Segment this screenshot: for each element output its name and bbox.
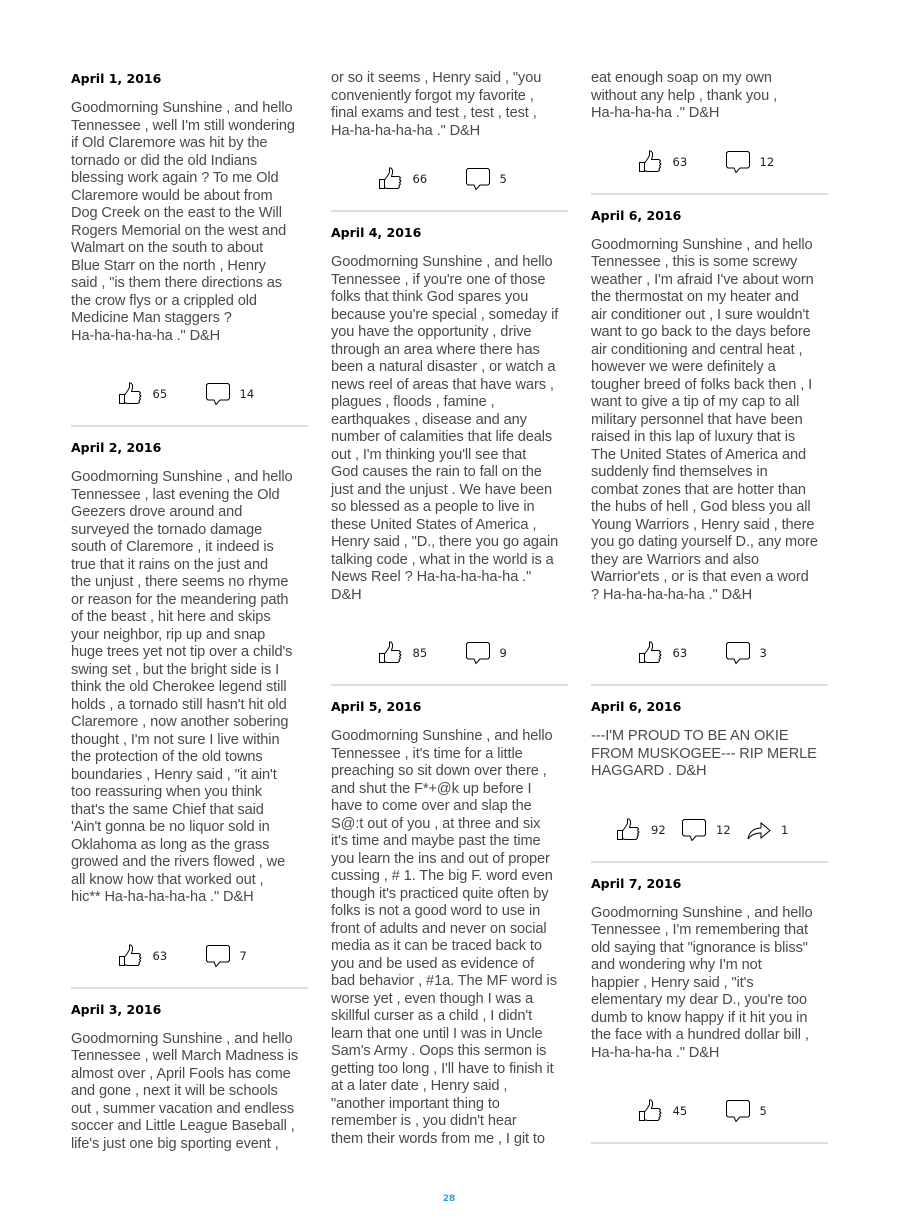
speech-bubble-icon [725, 150, 751, 174]
post-text-line: Claremore would be about from [71, 187, 273, 204]
post-text-line: of the beast , hit here and skips [71, 609, 271, 625]
post-text-line: you have the opportunity , drive [331, 324, 532, 340]
post-text-line: Tennessee , if you're one of those [331, 271, 546, 288]
post [71, 70, 308, 427]
post-text-line: the unjust , there seems no rhyme [71, 574, 289, 590]
comment-button[interactable] [465, 641, 522, 665]
thumbs-up-icon [616, 818, 642, 842]
post-text-line: you learn the ins and out of proper [331, 850, 550, 867]
comment-count: 14 [239, 387, 255, 401]
speech-bubble-icon [681, 818, 707, 842]
post-text-line: Young Warriors , Henry said , there [591, 516, 815, 533]
post-text-line: it's time and maybe past the time [331, 833, 541, 849]
post-text-line: "another important thing to [331, 1095, 500, 1112]
post-text-line: weather , I'm afraid I've about worn [591, 271, 814, 288]
post-text-line: because you're special , someday if [331, 306, 559, 323]
comment-button[interactable] [725, 641, 782, 665]
post-text-line: final exams and test , test , test , [331, 105, 537, 121]
thumbs-up-icon [638, 641, 664, 665]
post-text-line: talking code , what in the world is a [331, 551, 554, 568]
post-text-line: air conditioning and central heat , [591, 341, 803, 358]
speech-bubble-icon [205, 382, 231, 406]
post-text-line: the protection of the old towns [71, 749, 263, 765]
post-text-line: Dog Creek on the east to the Will [71, 205, 282, 221]
post-text-line: Ha-ha-ha-ha ." D&H [591, 1044, 720, 1061]
post-text-line: think the old Cherokee legend still [71, 679, 287, 695]
post-text-line: happier , Henry said , "it's [591, 974, 754, 991]
like-button[interactable] [638, 1099, 695, 1123]
post-text-line: Tennessee , it's time for a little [331, 745, 523, 762]
post-text-line: Warrior'ets , or is that even a word [591, 569, 809, 585]
post-text-line: however we were definitely a [591, 359, 776, 375]
post-body [71, 100, 308, 345]
post-text-line: conveniently forgot my favorite , [331, 87, 534, 104]
comment-count: 12 [759, 154, 775, 169]
post [331, 698, 568, 1148]
post-text-line: without any help , thank you , [591, 87, 778, 104]
post-divider [331, 210, 568, 212]
speech-bubble-icon [205, 944, 231, 968]
reactions-bar [591, 1099, 828, 1123]
like-button[interactable] [118, 944, 175, 968]
post-text-line: dumb to know happy if it hit you in [591, 1009, 808, 1026]
post-text-line: the thermostat on my heater and [591, 289, 799, 305]
post-text-line: Goodmorning Sunshine , and hello [331, 728, 553, 744]
like-count: 63 [152, 948, 168, 963]
share-arrow-icon [746, 818, 772, 842]
post-text-line: ---I'M PROUD TO BE AN OKIE [591, 728, 789, 744]
post-text-line: the hubs of hell , God bless you all [591, 499, 811, 515]
column-3 [591, 70, 828, 1156]
post-text-line: out , summer vacation and endless [71, 1100, 295, 1117]
thumbs-up-icon [378, 167, 404, 191]
post-text-line: Tennessee , last evening the Old [71, 486, 280, 503]
post-text-line: news reel of areas that have wars , [331, 376, 554, 393]
post-text-line: bad behavior , #1a. The MF word is [331, 973, 557, 989]
speech-bubble-icon [465, 167, 491, 191]
post-body [591, 70, 828, 123]
post-text-line: skillful curser as a child , I didn't [331, 1008, 533, 1024]
post-body [71, 469, 308, 907]
post [71, 1001, 308, 1154]
post-text-line: all know how that worked out , [71, 871, 264, 888]
post-text-line: The United States of America and [591, 446, 807, 463]
post-text-line: 'Ain't gonna be no liquor sold in [71, 819, 270, 835]
like-count: 66 [412, 172, 428, 186]
post-divider [591, 684, 828, 686]
speech-bubble-icon [725, 641, 751, 665]
post-date: April 6, 2016 [591, 207, 682, 223]
post-date: April 2, 2016 [71, 440, 162, 455]
post-text-line: huge trees yet not tip over a child's [71, 644, 293, 660]
comment-count: 9 [499, 646, 507, 660]
post-text-line: air conditioner out , I sure wouldn't [591, 306, 810, 323]
post-text-line: Tennessee , well March Madness is [71, 1048, 299, 1064]
post-text-line: been a natural disaster , or watch a [331, 359, 556, 375]
post-text-line: old saying that "ignorance is bliss" [591, 939, 808, 956]
post-text-line: learn that one until I was in Uncle [331, 1025, 543, 1042]
post-text-line: the face with a hundred dollar bill , [591, 1027, 809, 1043]
post-text-line: Henry said , "D., there you go again [331, 534, 559, 550]
post-text-line: growed and the rivers flowed , we [71, 854, 286, 870]
post-date: April 4, 2016 [331, 225, 422, 240]
post-body [591, 728, 828, 781]
post-text-line: earthquakes , disease and any [331, 411, 527, 428]
post-text-line: elementary my dear D., you're too [591, 992, 808, 1008]
comment-count: 3 [759, 646, 767, 660]
post-text-line: tougher breed of folks back then , I [591, 376, 813, 393]
post-text-line: have to come over and slap the [331, 798, 532, 814]
comment-count: 5 [499, 172, 507, 186]
post-text-line: out , I'm thinking you'll see that [331, 446, 527, 463]
post-text-line: cussing , # 1. The big F. word even [331, 868, 553, 884]
like-count: 92 [651, 822, 666, 837]
post-text-line: so blessed as a people to live in [331, 499, 535, 515]
post-divider [591, 193, 828, 195]
post-text-line: suddenly find themselves in [591, 464, 768, 480]
post-text-line: News Reel ? Ha-ha-ha-ha-ha ." [331, 569, 532, 585]
post-text-line: soccer and Little League Baseball , [71, 1118, 295, 1134]
reactions-bar [331, 641, 568, 665]
post-text-line: D&H [331, 586, 362, 603]
post-text-line: getting too long , I'll have to finish it [331, 1060, 554, 1077]
post-text-line: you go dating yourself D., any more [591, 534, 818, 550]
post-text-line: Sam's Army . Oops this sermon is [331, 1043, 547, 1059]
like-count: 85 [412, 646, 428, 660]
post-text-line: Rogers Memorial on the west and [71, 222, 287, 239]
post-text-line: and shut the F*+@k up before I [331, 780, 532, 797]
post-text-line: Goodmorning Sunshine , and hello [71, 1030, 293, 1047]
post-text-line: Tennessee , well I'm still wondering [71, 117, 295, 134]
share-button[interactable] [746, 818, 803, 842]
post-text-line: want to give a tip of my cap to all [591, 394, 800, 410]
reactions-bar [71, 382, 308, 406]
post-text-line: Ha-ha-ha-ha-ha ." D&H [331, 122, 481, 139]
like-button[interactable] [638, 641, 695, 665]
thumbs-up-icon [378, 641, 404, 665]
thumbs-up-icon [118, 382, 144, 406]
post-text-line: plagues , floods , famine , [331, 394, 495, 410]
post-text-line: too reassuring when you think [71, 784, 262, 800]
post-body [591, 237, 828, 605]
reactions-bar [331, 167, 568, 191]
post-text-line: that's the same Chief that said [71, 801, 264, 818]
post-text-line: blessing work again ? To me Old [71, 170, 279, 186]
post-text-line: boundaries , Henry said , "it ain't [71, 766, 277, 783]
column-2 [331, 70, 568, 1148]
post-continuation [591, 70, 828, 195]
post-date: April 7, 2016 [591, 875, 682, 891]
like-count: 63 [672, 646, 688, 660]
post-text-line: HAGGARD . D&H [591, 763, 707, 779]
post-body [71, 1031, 308, 1154]
speech-bubble-icon [725, 1099, 751, 1123]
post-text-line: want to go back to the days before [591, 324, 811, 340]
post-text-line: worse yet , even though I was a [331, 990, 534, 1007]
post-text-line: Goodmorning Sunshine , and hello [331, 254, 553, 270]
column-1 [71, 70, 308, 1153]
post-text-line: or so it seems , Henry said , "you [331, 70, 542, 86]
reactions-bar [591, 818, 828, 842]
like-count: 65 [152, 387, 168, 401]
post-text-line: Goodmorning Sunshine , and hello [591, 236, 813, 253]
post-text-line: Geezers drove around and [71, 504, 243, 520]
post-text-line: them their words from me , I git to [331, 1130, 545, 1147]
post-date: April 3, 2016 [71, 1001, 162, 1017]
post-text-line: they are Warriors and also [591, 551, 760, 568]
post-text-line: through an area where there has [331, 341, 540, 358]
post-text-line: raised in this lap of luxury that is [591, 429, 796, 445]
comment-button[interactable] [205, 382, 262, 406]
post-text-line: military personnel that have been [591, 411, 803, 428]
post-divider [71, 425, 308, 427]
page-number: 28 [442, 1194, 456, 1204]
post-text-line: S@:t out of you , at three and six [331, 815, 541, 832]
reactions-bar [591, 641, 828, 665]
post-text-line: tornado or did the old Indians [71, 152, 258, 169]
speech-bubble-icon [465, 641, 491, 665]
share-count: 1 [781, 822, 789, 837]
post-text-line: south of Claremore , it indeed is [71, 539, 274, 555]
comment-button[interactable] [465, 167, 522, 191]
like-button[interactable] [118, 382, 175, 406]
post-divider [591, 1142, 828, 1144]
comment-count: 7 [239, 948, 247, 963]
like-button[interactable] [378, 167, 435, 191]
thumbs-up-icon [118, 944, 144, 968]
post-text-line: though it's practiced quite often by [331, 885, 549, 902]
post-body [591, 905, 828, 1063]
post-text-line: these United States of America , [331, 516, 537, 533]
post-body [331, 254, 568, 604]
like-count: 45 [672, 1104, 688, 1118]
post-text-line: Goodmorning Sunshine , and hello [71, 100, 293, 116]
like-button[interactable] [378, 641, 435, 665]
post-text-line: at a later date , Henry said , [331, 1078, 508, 1094]
post-text-line: and gone , next it will be schools [71, 1083, 278, 1099]
post [591, 207, 828, 687]
post-text-line: Blue Starr on the north , Henry [71, 257, 266, 274]
comment-button[interactable] [681, 818, 738, 842]
post-text-line: Oklahoma as long as the grass [71, 836, 270, 853]
post [331, 224, 568, 686]
post-text-line: number of calamities that life deals [331, 429, 553, 445]
post-text-line: your neighbor, rip up and snap [71, 626, 266, 643]
post-text-line: said , "is them there directions as [71, 275, 282, 291]
post-text-line: hic** Ha-ha-ha-ha-ha ." D&H [71, 889, 254, 905]
post-text-line: media as it can be traced back to [331, 938, 542, 954]
like-button[interactable] [638, 150, 695, 174]
post-text-line: Ha-ha-ha-ha ." D&H [591, 105, 720, 121]
comment-count: 5 [759, 1104, 767, 1118]
like-count: 63 [672, 154, 688, 169]
post [71, 439, 308, 989]
post-body [331, 728, 568, 1148]
comment-button[interactable] [725, 150, 782, 174]
post-text-line: folks that think God spares you [331, 289, 529, 305]
post-text-line: FROM MUSKOGEE--- RIP MERLE [591, 745, 817, 762]
post-text-line: remember is , you didn't hear [331, 1113, 517, 1129]
post-text-line: true that it rains on the just and [71, 556, 268, 573]
post-text-line: Ha-ha-ha-ha-ha ." D&H [71, 327, 221, 344]
post-text-line: Tennessee , I'm remembering that [591, 922, 808, 938]
post-date: April 5, 2016 [331, 699, 422, 714]
post-text-line: eat enough soap on my own [591, 70, 772, 86]
post-text-line: Medicine Man staggers ? [71, 310, 232, 326]
post-text-line: ? Ha-ha-ha-ha-ha ." D&H [591, 586, 753, 603]
post-text-line: God causes the rain to fall on the [331, 464, 542, 480]
post-text-line: folks is not a good word to use in [331, 903, 541, 919]
post-text-line: Tennessee , this is some screwy [591, 254, 798, 270]
post-text-line: swing set , but the bright side is I [71, 661, 280, 678]
post-text-line: or reason for the meandering path [71, 591, 289, 608]
reactions-bar [591, 150, 828, 174]
post-text-line: Walmart on the south to about [71, 240, 264, 256]
post-text-line: and wondering why I'm not [591, 957, 762, 973]
post-text-line: almost over , April Fools has come [71, 1065, 291, 1082]
post-text-line: the crow flys or a crippled old [71, 292, 257, 309]
post-text-line: Claremore , now another sobering [71, 714, 289, 730]
post-divider [331, 684, 568, 686]
comment-button[interactable] [205, 944, 262, 968]
comment-count: 12 [716, 822, 731, 837]
thumbs-up-icon [638, 150, 664, 174]
post-text-line: holds , a tornado still hasn't hit old [71, 696, 287, 713]
comment-button[interactable] [725, 1099, 782, 1123]
post-text-line: Goodmorning Sunshine , and hello [591, 904, 813, 921]
post [591, 875, 828, 1145]
post-text-line: front of adults and never on social [331, 920, 547, 937]
post [591, 698, 828, 863]
post-text-line: combat zones that are hotter than [591, 481, 806, 498]
post-text-line: surveyed the tornado damage [71, 521, 263, 538]
like-button[interactable] [616, 818, 673, 842]
post-divider [71, 987, 308, 989]
post-divider [591, 861, 828, 863]
post-text-line: thought , I'm not sure I live within [71, 731, 280, 748]
post-text-line: just and the unjust . We have been [331, 481, 553, 498]
reactions-bar [71, 944, 308, 968]
post-text-line: preaching so sit down over there , [331, 763, 547, 779]
post-date: April 1, 2016 [71, 71, 162, 86]
post-continuation [331, 70, 568, 212]
thumbs-up-icon [638, 1099, 664, 1123]
post-text-line: you and be used as evidence of [331, 955, 535, 972]
post-body [331, 70, 568, 140]
post-date: April 6, 2016 [591, 699, 682, 714]
post-text-line: life's just one big sporting event , [71, 1135, 279, 1152]
post-text-line: if Old Claremore was hit by the [71, 135, 268, 151]
post-text-line: Goodmorning Sunshine , and hello [71, 469, 293, 485]
